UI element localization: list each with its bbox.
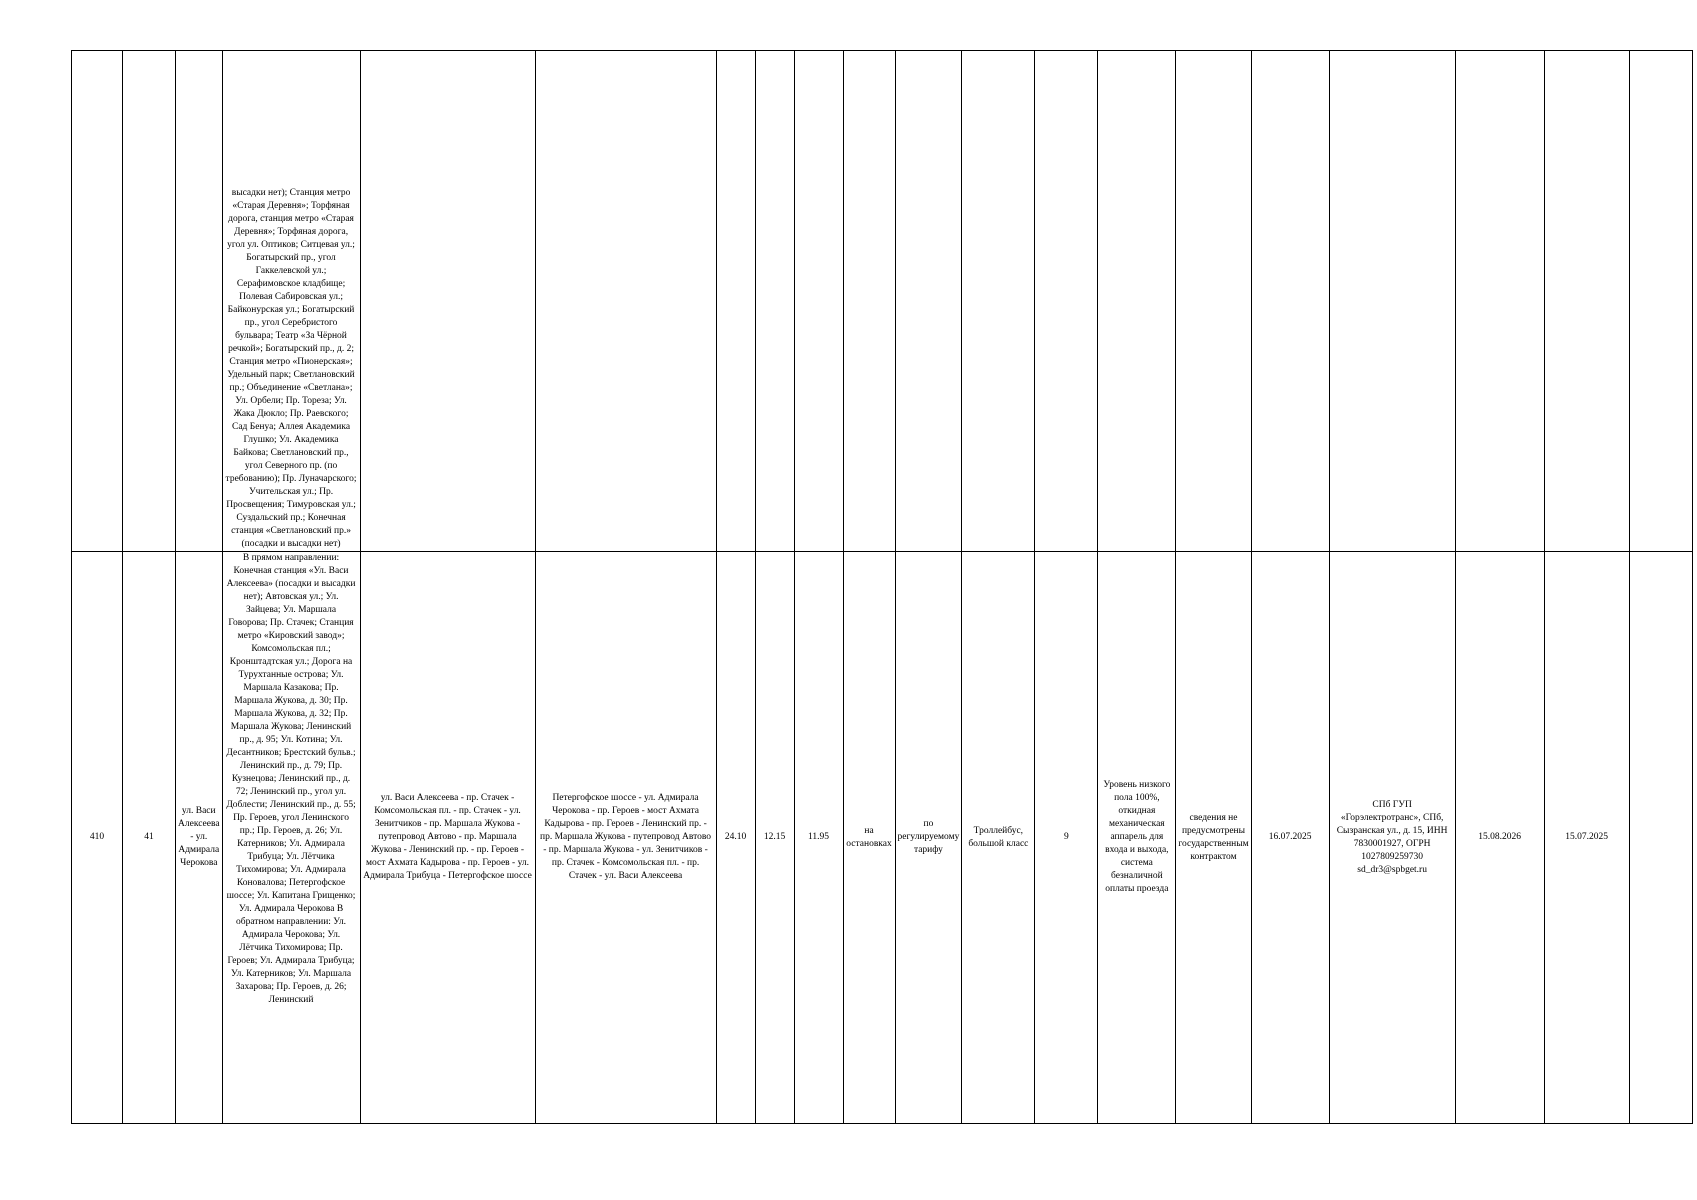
cell-vehicle-count: 9	[1035, 552, 1098, 1124]
cell-col19	[1629, 51, 1692, 552]
cell-reg-no: 410	[72, 552, 123, 1124]
cell-contract-info	[1176, 51, 1251, 552]
cell-route-no	[123, 51, 176, 552]
cell-fare-type: по регулируемому тарифу	[895, 552, 962, 1124]
cell-eco-characteristics: Уровень низкого пола 100%, откидная механическая аппарель для входа и выхода, система безналичной оплаты проезда	[1098, 552, 1176, 1124]
cell-carrier	[1329, 51, 1455, 552]
table-row	[72, 51, 1693, 552]
cell-boarding-order: на остановках	[843, 552, 895, 1124]
cell-vehicle-count	[1035, 51, 1098, 552]
cell-streets-backward	[535, 51, 716, 552]
cell-stops: В прямом направлении: Конечная станция «Ул. Васи Алексеева» (посадки и высадки нет); Автовская ул.; Ул. Зайцева; Ул. Маршала Говорова; Пр. Стачек; Станция метро «Кировский завод»; Комсомольская пл.; Кронштадтская ул.; Дорога на Турухтанные острова; Ул. Маршала Казакова; Пр. Маршала Жукова, д. 30; Пр. Маршала Жукова, д. 32; Пр. Маршала Жукова; Ленинский пр., д. 95; Ул. Котина; Ул. Десантников; Брестский бульв.; Ленинский пр., д. 79; Пр. Кузнецова; Ленинский пр., д. 72; Ленинский пр., угол ул. Доблести; Ленинский пр., д. 55; Пр. Героев, угол Ленинского пр.; Пр. Героев, д. 26; Ул. Катерников; Ул. Адмирала Трибуца; Ул. Лётчика Тихомирова; Ул. Адмирала Коновалова; Петергофское шоссе; Ул. Капитана Грищенко; Ул. Адмирала Черокова В обратном направлении: Ул. Адмирала Черокова; Ул. Лётчика Тихомирова; Пр. Героев; Ул. Адмирала Трибуца; Ул. Катерников; Ул. Маршала Захарова; Пр. Героев, д. 26; Ленинский	[222, 552, 360, 1124]
cell-streets-forward	[360, 51, 535, 552]
cell-route-name: ул. Васи Алексеева - ул. Адмирала Черокова	[176, 552, 223, 1124]
cell-start-date: 16.07.2025	[1251, 552, 1329, 1124]
cell-col19	[1629, 552, 1692, 1124]
cell-fare-type	[895, 51, 962, 552]
cell-length-backward: 12.15	[755, 552, 794, 1124]
cell-col9	[794, 51, 843, 552]
cell-vehicle	[962, 51, 1035, 552]
cell-col17	[1455, 51, 1544, 552]
cell-length-forward	[716, 51, 755, 552]
cell-reg-no	[72, 51, 123, 552]
cell-col18	[1544, 51, 1629, 552]
cell-length-forward: 24.10	[716, 552, 755, 1124]
table-row	[72, 552, 1693, 1124]
cell-streets-forward: ул. Васи Алексеева - пр. Стачек - Комсомольская пл. - пр. Стачек - ул. Зенитчиков - пр. Маршала Жукова - путепровод Автово - пр. Маршала Жукова - Ленинский пр. - пр. Героев - мост Ахмата Кадырова - пр. Героев - ул. Адмирала Трибуца - Петергофское шоссе	[360, 552, 535, 1124]
cell-col17: 15.08.2026	[1455, 552, 1544, 1124]
cell-carrier: СПб ГУП «Горэлектротранс», СПб, Сызранская ул., д. 15, ИНН 7830001927, ОГРН 1027809259730 sd_dr3@spbget.ru	[1329, 552, 1455, 1124]
cell-streets-backward: Петергофское шоссе - ул. Адмирала Черокова - пр. Героев - мост Ахмата Кадырова - пр. Героев - Ленинский пр. - пр. Маршала Жукова - путепровод Автово - пр. Маршала Жукова - ул. Зенитчиков - пр. Стачек - Комсомольская пл. - пр. Стачек - ул. Васи Алексеева	[535, 552, 716, 1124]
cell-eco-characteristics	[1098, 51, 1176, 552]
cell-col9: 11.95	[794, 552, 843, 1124]
cell-col18: 15.07.2025	[1544, 552, 1629, 1124]
cell-vehicle: Троллейбус, большой класс	[962, 552, 1035, 1124]
cell-start-date	[1251, 51, 1329, 552]
cell-boarding-order	[843, 51, 895, 552]
cell-stops: высадки нет); Станция метро «Старая Деревня»; Торфяная дорога, станция метро «Старая Деревня»; Торфяная дорога, угол ул. Оптиков; Ситцевая ул.; Богатырский пр., угол Гаккелевской ул.; Серафимовское кладбище; Полевая Сабировская ул.; Байконурская ул.; Богатырский пр., угол Серебристого бульвара; Театр «За Чёрной речкой»; Богатырский пр., д. 2; Станция метро «Пионерская»; Удельный парк; Светлановский пр.; Объединение «Светлана»; Ул. Орбели; Пр. Тореза; Ул. Жака Дюкло; Пр. Раевского; Сад Бенуа; Аллея Академика Глушко; Ул. Академика Байкова; Светлановский пр., угол Северного пр. (по требованию); Пр. Луначарского; Учительская ул.; Пр. Просвещения; Тимуровская ул.; Суздальский пр.; Конечная станция «Светлановский пр.» (посадки и высадки нет)	[222, 51, 360, 552]
cell-route-name	[176, 51, 223, 552]
cell-route-no: 41	[123, 552, 176, 1124]
cell-contract-info: сведения не предусмотрены государственным контрактом	[1176, 552, 1251, 1124]
route-registry-table	[71, 50, 1693, 1124]
cell-length-backward	[755, 51, 794, 552]
